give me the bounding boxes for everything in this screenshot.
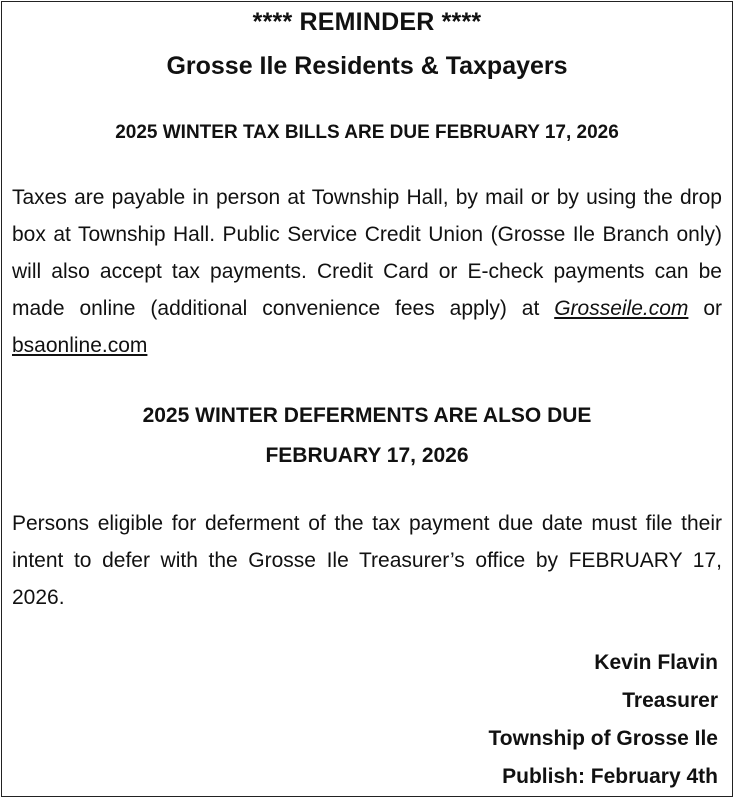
tax-bills-due-heading: 2025 WINTER TAX BILLS ARE DUE FEBRUARY 17, 2026 [115, 122, 619, 143]
payment-instructions-text: Taxes are payable in person at Township Hall, by mail or by using the drop box at Township Hall. Public Service Credit Union (Grosse Ile Branch only) will also accept tax payments. Credit Card or E-check payments can be made online (additional convenience fees apply) at [12, 186, 722, 320]
signature-name: Kevin Flavin [594, 651, 718, 674]
deferment-instructions: Persons eligible for deferment of the tax payment due date must file their intent to defer with the Grosse Ile Treasurer’s office by FEBRUARY 17, 2026. [12, 512, 722, 609]
deferments-heading-line2: FEBRUARY 17, 2026 [265, 444, 469, 467]
link-connector: or [688, 297, 722, 320]
signature-organization: Township of Grosse Ile [488, 727, 718, 750]
publish-date: Publish: February 4th [502, 765, 718, 788]
tax-notice [1, 1, 733, 797]
audience-heading: Grosse Ile Residents & Taxpayers [166, 52, 568, 80]
grosseile-link[interactable]: Grosseile.com [554, 297, 689, 320]
payment-instructions [12, 179, 722, 364]
deferments-heading-line1: 2025 WINTER DEFERMENTS ARE ALSO DUE [142, 404, 592, 427]
bsaonline-link[interactable]: bsaonline.com [12, 334, 148, 357]
reminder-heading: **** REMINDER **** [252, 8, 482, 36]
signature-title: Treasurer [622, 689, 718, 712]
